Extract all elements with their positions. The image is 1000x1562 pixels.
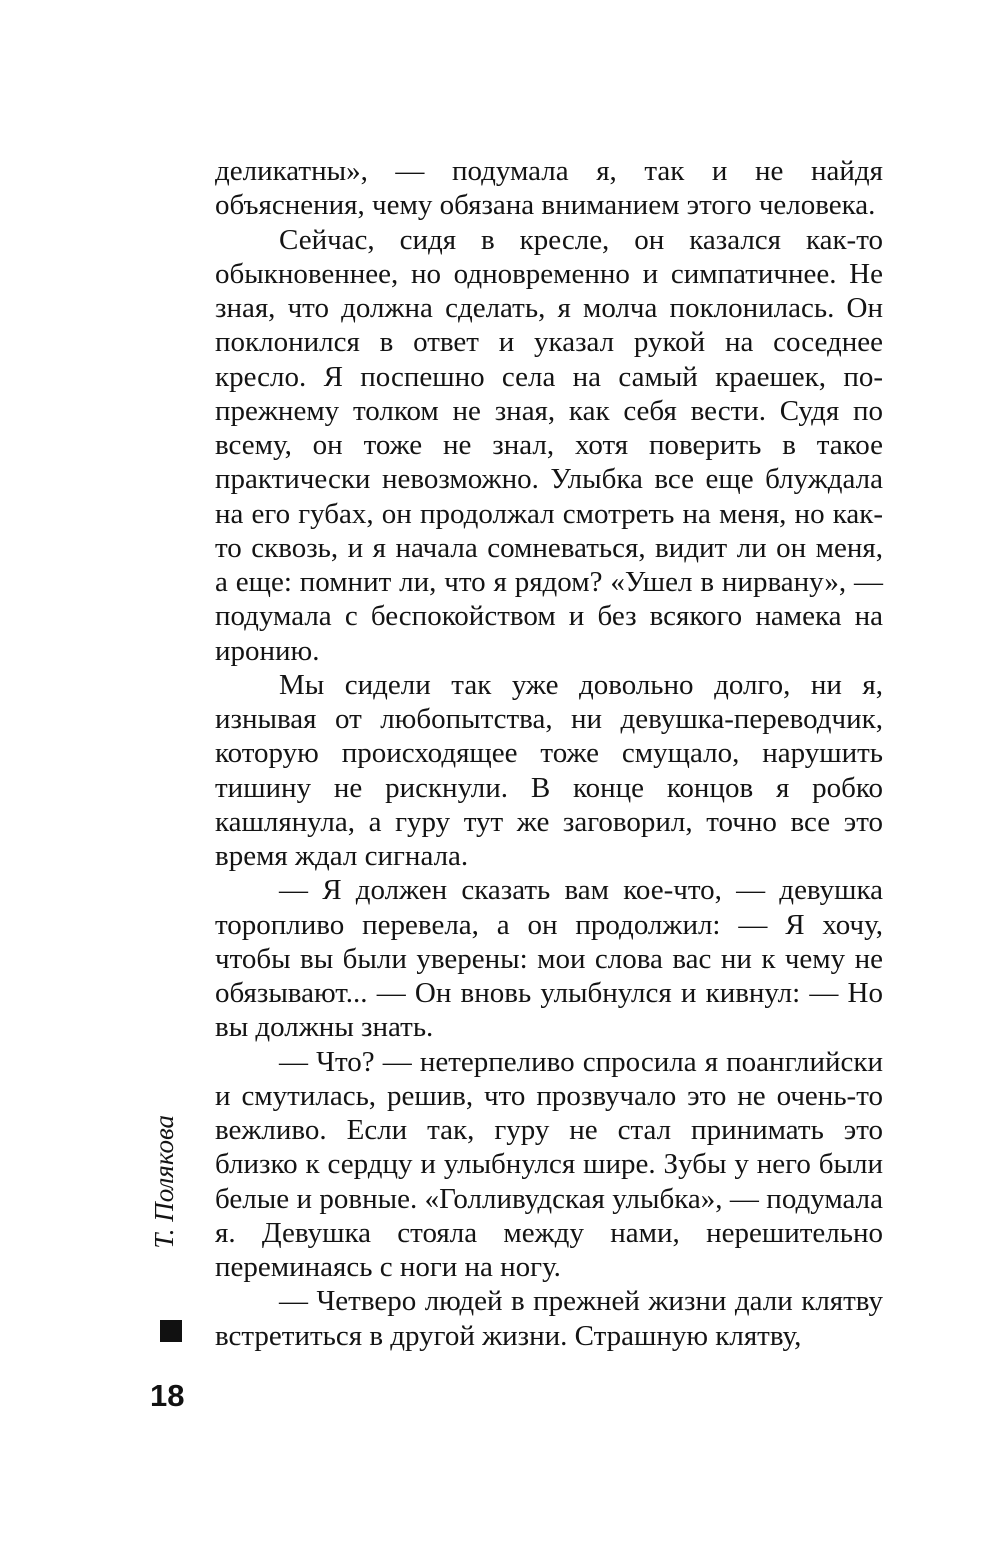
paragraph-2: Сейчас, сидя в кресле, он казался как-то обыкновеннее, но одновременно и симпатичнее. Не зная, что должна сделать, я молча поклонилась. Он поклонился в ответ и указал рукой на соседнее кресло. Я поспешно села на самый краешек, по-прежнему толком не зная, как себя вести. Судя по всему, он тоже не знал, хотя поверить в такое практически невозможно. Улыбка все еще блуждала на его губах, он продолжал смотреть на меня, но как-то сквозь, и я начала сомневаться, видит ли он меня, а еще: помнит ли, что я рядом? «Ушел в нирвану», — подумала с беспокойством и без всякого намека на иронию. — [215, 223, 883, 667]
paragraph-6: — Четверо людей в прежней жизни дали клятву встретиться в другой жизни. Страшную клятву, — [215, 1285, 883, 1352]
body-text — [215, 154, 883, 1353]
square-marker-icon — [160, 1320, 182, 1342]
paragraph-4: — Я должен сказать вам кое-что, — девушка торопливо перевела, а он продолжил: — Я хочу, чтобы вы были уверены: мои слова вас ни к чему не обязывают... — Он вновь улыбнулся и кивнул: — Но вы должны знать. — [215, 874, 883, 1044]
running-head-author: Т. Полякова — [149, 1115, 179, 1249]
paragraph-3: Мы сидели так уже довольно долго, ни я, изнывая от любопытства, ни девушка-переводчик, которую происходящее тоже смущало, нарушить тишину не рискнули. В конце концов я робко кашлянула, а гуру тут же заговорил, точно все это время ждал сигнала. — [215, 668, 883, 872]
page-number: 18 — [150, 1378, 185, 1413]
paragraph-1: деликатны», — подумала я, так и не найдя объяснения, чему обязана вниманием этого человека. — [215, 155, 883, 222]
paragraph-5: — Что? — нетерпеливо спросила я поанглийски и смутилась, решив, что прозвучало это не очень-то вежливо. Если так, гуру не стал принимать это близко к сердцу и улыбнулся шире. Зубы у него были белые и ровные. «Голливудская улыбка», — подумала я. Девушка стояла между нами, нерешительно переминаясь с ноги на ногу. — [215, 1045, 883, 1283]
